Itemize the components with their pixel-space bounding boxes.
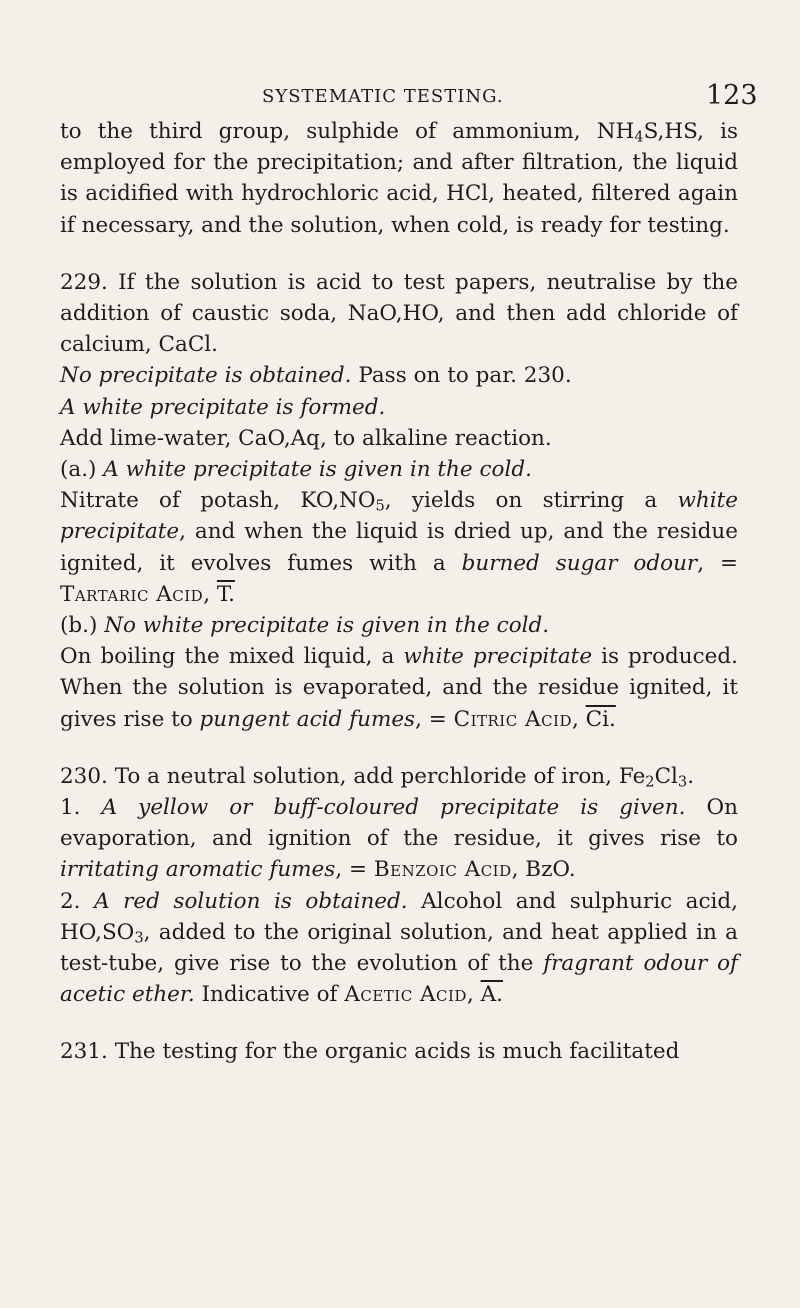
- running-head: SYSTEMATIC TESTING.: [262, 86, 504, 107]
- case-2-paragraph: 2. A red solution is obtained. Alcohol and sulphuric acid, $HO,SO_3$, added to the original solution, and heat applied in a test-tube, give rise to the evolution of the fragrant odour of acetic ether. Indicative of Acetic Acid, A.: [60, 888, 738, 1008]
- case-label: (b.): [60, 613, 105, 639]
- case-label: (a.): [60, 457, 104, 483]
- acid-name: Tartaric Acid: [60, 581, 204, 607]
- case-b-heading: [60, 610, 738, 641]
- italic-text: No white precipitate is given in the cold.: [104, 613, 550, 639]
- italic-text: burned sugar odour: [461, 550, 698, 576]
- page-body: [60, 116, 738, 1068]
- paragraph-continuation: [60, 116, 738, 241]
- boiling-paragraph: On boiling the mixed liquid, a white precipitate is produced. When the solution is evaporated, and the residue ignited, it gives rise to pungent acid fumes, = Citric Acid, Ci.: [60, 644, 738, 732]
- acid-name: Acetic Acid: [344, 982, 467, 1008]
- text-run: 229. If the solution is acid to test papers, neutralise by the addition of caustic soda, NaO,HO, and then add chloride of calcium, CaCl.: [60, 269, 738, 358]
- text-run: , added to the original solution, and heat applied in a test-tube, give rise to the evolution of the: [60, 919, 738, 977]
- text-run: 231. The testing for the organic acids is much facilitated: [60, 1039, 680, 1065]
- page-number: 123: [706, 80, 758, 111]
- case-label: 2.: [60, 888, 95, 914]
- case-label: 1.: [60, 795, 102, 821]
- subscript: 4: [634, 128, 644, 146]
- italic-text: A white precipitate is given in the cold.: [103, 457, 532, 483]
- text-run: Nitrate of potash, KO,NO: [60, 488, 376, 514]
- acid-symbol: T.: [216, 581, 235, 607]
- lime-water-line: [60, 423, 738, 454]
- text-run: Add lime-water, CaO,Aq, to alkaline reaction.: [60, 425, 552, 451]
- paragraph-229-intro: [60, 267, 738, 361]
- italic-text: white precipitate: [403, 644, 593, 670]
- italic-text: A yellow or buff-coloured precipitate is given.: [101, 795, 686, 821]
- text-run: S,HS, is employed for the precipitation; and after filtration, the liquid is acidified with hydrochloric acid, HCl, heated, filtered again if necessary, and the solution, when cold, is ready for testing.: [60, 119, 738, 238]
- text-run: Pass on to par. 230.: [351, 363, 572, 389]
- case-1-paragraph: [60, 792, 738, 886]
- italic-text: fragrant odour of acetic ether.: [60, 951, 738, 1008]
- text-run: .: [687, 763, 695, 789]
- text-run: Alcohol and sulphuric acid, HO,SO: [60, 888, 738, 945]
- italic-text: irritating aromatic fumes: [60, 857, 336, 883]
- nitrate-paragraph: Nitrate of potash, $KO,NO_5$, yields on stirring a white precipitate, and when the liquid is dried up, and the residue ignited, it evolves fumes with a burned sugar odour, = Tartaric Acid, T.: [60, 488, 738, 607]
- italic-text: white precipitate: [60, 488, 738, 545]
- case-a-heading: [60, 454, 738, 485]
- paragraph-231: [60, 1036, 738, 1067]
- text-run: , =: [415, 706, 454, 732]
- text-run: Indicative of: [194, 982, 345, 1008]
- italic-text: A red solution is obtained.: [94, 888, 408, 914]
- subscript: 3: [677, 773, 688, 791]
- text-run: On boiling the mixed liquid, a: [60, 644, 404, 670]
- text-run: , yields on stirring a: [384, 488, 678, 514]
- subscript: 5: [375, 497, 385, 515]
- paragraph-230-intro: [60, 761, 738, 792]
- italic-text: A white precipitate is formed.: [60, 394, 386, 420]
- text-run: is produced. When the solution is evaporated, and the residue ignited, it gives rise to: [60, 644, 738, 732]
- page-header: [0, 74, 800, 114]
- text-run: Cl: [654, 763, 678, 789]
- acid-symbol: A.: [480, 982, 504, 1008]
- text-run: , =: [335, 857, 374, 883]
- no-precipitate-line: [60, 360, 738, 391]
- acid-symbol: Ci.: [585, 706, 616, 732]
- text-run: , and when the liquid is dried up, and the residue ignited, it evolves fumes with a: [60, 519, 738, 576]
- acid-name: Benzoic Acid: [373, 857, 512, 883]
- text-run: to the third group, sulphide of ammonium, NH: [60, 119, 635, 144]
- acid-symbol: , BzO.: [511, 857, 576, 883]
- subscript: 2: [645, 773, 655, 791]
- italic-text: No precipitate is obtained.: [60, 363, 352, 389]
- italic-text: pungent acid fumes: [199, 706, 416, 732]
- white-precipitate-line: [60, 392, 738, 423]
- text-run: , =: [697, 550, 738, 576]
- text-run: On evaporation, and ignition of the residue, it gives rise to: [60, 795, 738, 852]
- acid-name: Citric Acid: [453, 706, 572, 732]
- text-run: 230. To a neutral solution, add perchloride of iron, Fe: [60, 763, 646, 789]
- subscript: 3: [134, 929, 144, 947]
